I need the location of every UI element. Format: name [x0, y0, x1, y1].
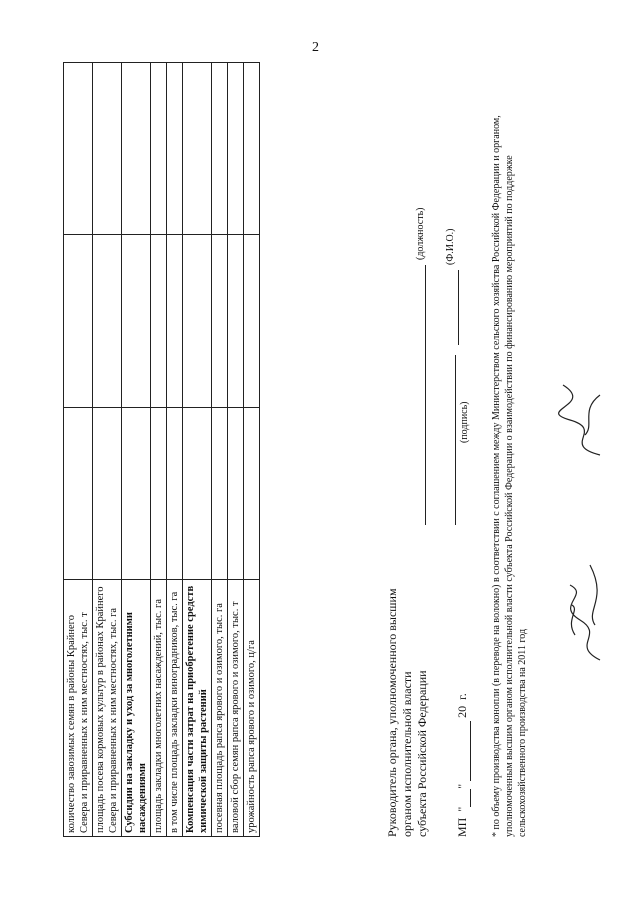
row-label: урожайность рапса ярового и озимого, ц/га [244, 580, 260, 837]
row-value-cell [167, 235, 183, 407]
handwritten-signature-2 [555, 375, 615, 465]
row-value-cell [122, 63, 151, 235]
signature-name-line [443, 270, 459, 345]
row-label: количество завозимых семян в районы Крайнего Севера и приравненных к ним местностях, тыс. т [64, 580, 93, 837]
row-value-cell [151, 235, 167, 407]
row-value-cell [93, 407, 122, 579]
page-number: 2 [312, 40, 319, 55]
signature-caption: (подпись) [459, 401, 470, 443]
row-value-cell [212, 235, 228, 407]
table-row [93, 63, 122, 837]
year-prefix: 20 [455, 705, 469, 718]
row-value-cell [64, 235, 93, 407]
date-line [455, 693, 471, 837]
row-value-cell [212, 63, 228, 235]
table-row [64, 63, 93, 837]
row-value-cell [183, 407, 212, 579]
head-title-line2: органом исполнительной власти [400, 671, 414, 837]
table-row [151, 63, 167, 837]
row-label: посевная площадь рапса ярового и озимого, тыс. га [212, 580, 228, 837]
row-value-cell [151, 407, 167, 579]
row-value-cell [151, 63, 167, 235]
handwritten-signature-1 [560, 555, 615, 665]
footnote: * по объему производства конопли (в переводе на волокно) в соответствии с соглашением между Министерством сельского хозяйства Российской Федерации и органом, уполномоченным высшим органом исполнительной власти субъекта Российской Федерации о взаимодействии по финансированию мероприятий по поддержке сельскохозяйственного производства на 2011 год [491, 115, 528, 837]
row-label: валовой сбор семян рапса ярового и озимого, тыс. т [228, 580, 244, 837]
row-value-cell [122, 235, 151, 407]
date-quote-close: " [455, 783, 469, 789]
head-title-line3: субъекта Российской Федерации [415, 670, 429, 837]
row-value-cell [167, 63, 183, 235]
signature-line [440, 355, 456, 525]
year-suffix: г. [455, 693, 469, 700]
mp-label: МП [455, 817, 469, 837]
row-value-cell [167, 407, 183, 579]
row-value-cell [64, 63, 93, 235]
table-row [228, 63, 244, 837]
row-label: площадь посева кормовых культур в районах Крайнего Севера и приравненных к ним местностях, тыс. га [93, 580, 122, 837]
row-value-cell [212, 407, 228, 579]
table-row [244, 63, 260, 837]
row-value-cell [183, 63, 212, 235]
row-value-cell [122, 407, 151, 579]
row-value-cell [244, 235, 260, 407]
row-value-cell [244, 407, 260, 579]
row-value-cell [228, 407, 244, 579]
head-title-line1: Руководитель органа, уполномоченного высшим [385, 588, 399, 837]
row-value-cell [183, 235, 212, 407]
row-label: Субсидии на закладку и уход за многолетними насаждениями [122, 580, 151, 837]
row-label: Компенсация части затрат на приобретение средств химической защиты растений [183, 580, 212, 837]
row-label: в том числе площадь закладки виноградников, тыс. га [167, 580, 183, 837]
name-caption: (Ф.И.О.) [445, 228, 456, 265]
table-row [122, 63, 151, 837]
table-row [212, 63, 228, 837]
table-row [167, 63, 183, 837]
date-quote-open: " [455, 806, 469, 812]
data-table [63, 62, 260, 837]
position-line [410, 265, 426, 525]
table-row [183, 63, 212, 837]
row-value-cell [93, 235, 122, 407]
position-caption: (должность) [415, 207, 426, 260]
row-value-cell [228, 235, 244, 407]
row-value-cell [64, 407, 93, 579]
row-value-cell [228, 63, 244, 235]
row-value-cell [244, 63, 260, 235]
row-label: площадь закладки многолетних насаждений, тыс. га [151, 580, 167, 837]
row-value-cell [93, 63, 122, 235]
